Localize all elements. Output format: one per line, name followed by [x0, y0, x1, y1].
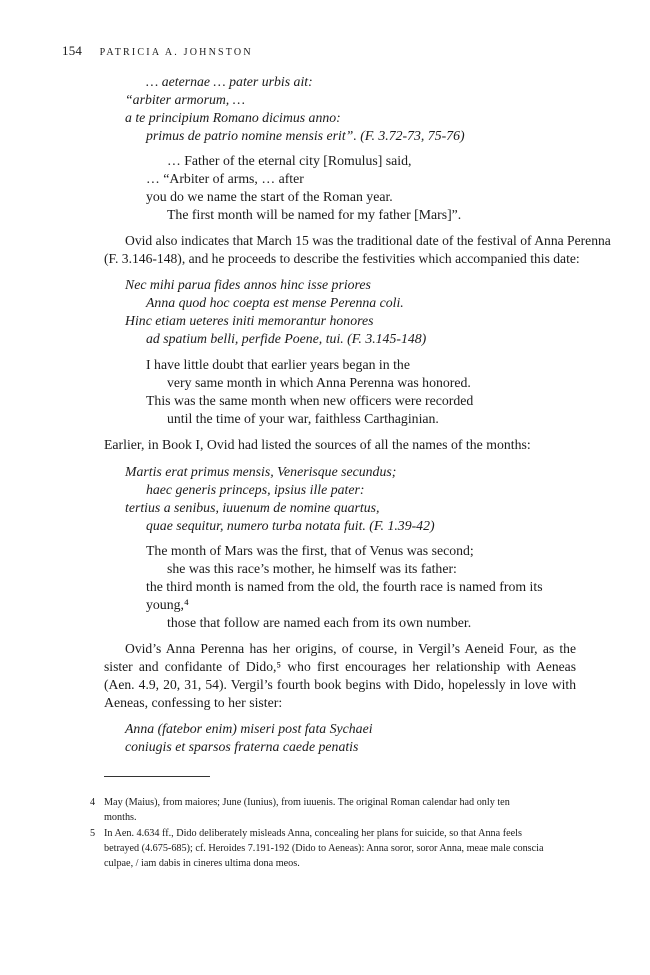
latin-quote-line: Martis erat primus mensis, Venerisque secundus; [125, 464, 397, 479]
paragraph-line: Ovid’s Anna Perenna has her origins, of course, in Vergil’s Aeneid Four, as the [125, 641, 576, 656]
latin-quote-line: Hinc etiam ueteres initi memorantur honores [125, 313, 374, 328]
latin-quote-line: … aeternae … pater urbis ait: [146, 74, 313, 89]
translation-line: until the time of your war, faithless Carthaginian. [167, 411, 439, 426]
translation-line: the third month is named from the old, the fourth race is named from its [146, 579, 543, 594]
paragraph-line: Ovid also indicates that March 15 was the traditional date of the festival of Anna Perenna [125, 233, 611, 248]
paragraph-line: (F. 3.146-148), and he proceeds to describe the festivities which accompanied this date: [104, 251, 580, 266]
latin-quote-line: quae sequitur, numero turba notata fuit. (F. 1.39-42) [146, 518, 435, 533]
footnote-line: betrayed (4.675-685); cf. Heroides 7.191-192 (Dido to Aeneas): Anna soror, soror Anna, meae male conscia [104, 843, 544, 854]
paragraph-line: (Aen. 4.9, 20, 31, 54). Vergil’s fourth book begins with Dido, hopelessly in love with [104, 677, 576, 692]
latin-quote-line: tertius a senibus, iuuenum de nomine quartus, [125, 500, 380, 515]
latin-quote-line: “arbiter armorum, … [125, 92, 245, 107]
translation-line: This was the same month when new officers were recorded [146, 393, 474, 408]
footnote-line: May (Maius), from maiores; June (Iunius), from iuuenis. The original Roman calendar had only ten [104, 797, 510, 808]
paragraph-line: Earlier, in Book I, Ovid had listed the sources of all the names of the months: [104, 437, 531, 452]
translation-line: I have little doubt that earlier years began in the [146, 357, 410, 372]
running-head-author: PATRICIA A. JOHNSTON [99, 47, 253, 58]
footnote-line: months. [104, 812, 137, 823]
translation-line: very same month in which Anna Perenna was honored. [167, 375, 471, 390]
latin-quote-line: coniugis et sparsos fraterna caede penatis [125, 739, 359, 754]
page-number: 154 [62, 43, 83, 58]
paragraph-line: Aeneas, confessing to her sister: [104, 695, 283, 710]
footnote-separator [104, 776, 210, 777]
footnote-number: 5 [90, 828, 96, 839]
latin-quote-line: Nec mihi parua fides annos hinc isse priores [125, 277, 371, 292]
translation-line: … Father of the eternal city [Romulus] said, [167, 153, 412, 168]
latin-quote-line: haec generis princeps, ipsius ille pater: [146, 482, 365, 497]
translation-line: … “Arbiter of arms, … after [146, 171, 304, 186]
footnote-number: 4 [90, 797, 96, 808]
latin-quote-line: ad spatium belli, perfide Poene, tui. (F. 3.145-148) [146, 331, 427, 346]
footnote-line: In Aen. 4.634 ff., Dido deliberately misleads Anna, concealing her plans for suicide, so that Anna feels [104, 828, 522, 839]
translation-line: those that follow are named each from its own number. [167, 615, 472, 630]
latin-quote-line: primus de patrio nomine mensis erit”. (F. 3.72-73, 75-76) [146, 128, 465, 143]
translation-line: she was this race’s mother, he himself was its father: [167, 561, 457, 576]
running-header [62, 43, 253, 59]
paragraph-line: sister and confidante of Dido,⁵ who first encourages her relationship with Aeneas [104, 659, 576, 674]
latin-quote-line: Anna quod hoc coepta est mense Perenna coli. [146, 295, 404, 310]
translation-line: The first month will be named for my father [Mars]”. [167, 207, 462, 222]
translation-line: The month of Mars was the first, that of Venus was second; [146, 543, 474, 558]
translation-line: you do we name the start of the Roman year. [146, 189, 393, 204]
footnote-line: culpae, / iam dabis in cineres ultima dona meos. [104, 858, 300, 869]
latin-quote-line: a te principium Romano dicimus anno: [125, 110, 341, 125]
translation-line: young,⁴ [146, 597, 189, 612]
latin-quote-line: Anna (fatebor enim) miseri post fata Sychaei [125, 721, 373, 736]
